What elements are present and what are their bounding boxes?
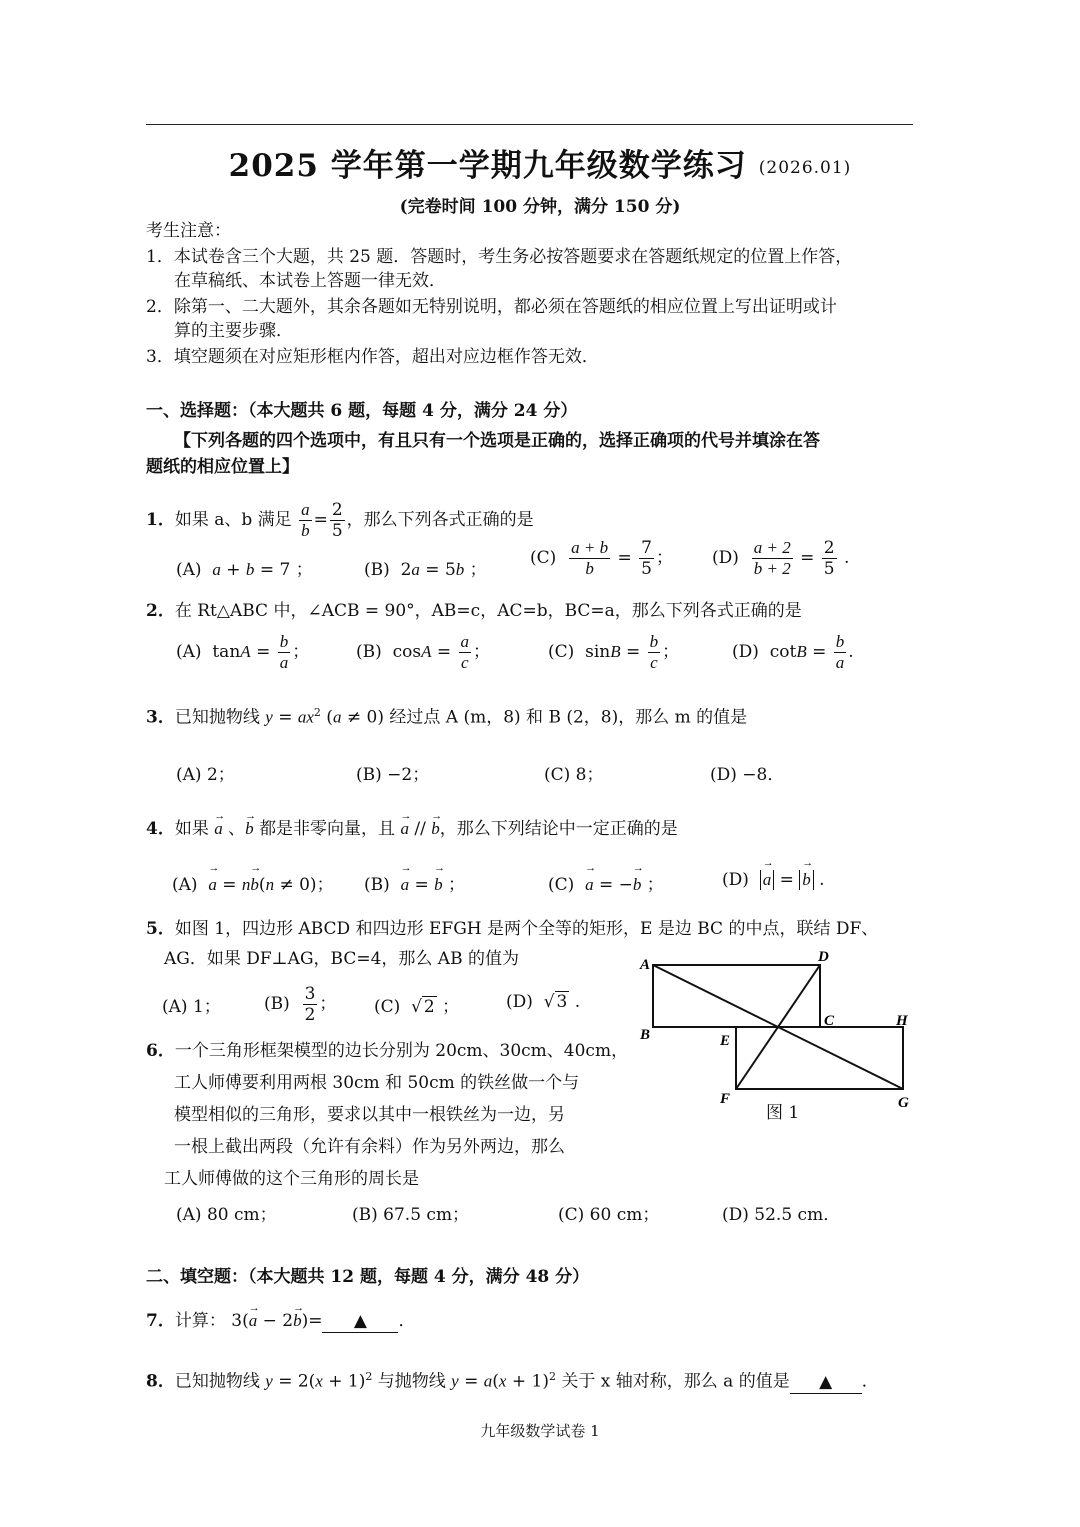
q6-stem-line: 模型相似的三角形，要求以其中一根铁丝为一边，另 xyxy=(174,1105,565,1125)
label-d: D xyxy=(818,949,829,965)
q6-stem-line: 工人师傅做的这个三角形的周长是 xyxy=(164,1169,419,1189)
notice-item: 3．填空题须在对应矩形框内作答，超出对应边框作答无效． xyxy=(146,347,599,367)
q3-option-d: (D) −8． xyxy=(710,765,785,785)
q4-option-a: (A) → a = n→ b(n ≠ 0)； xyxy=(172,870,334,895)
section1-title: 一、选择题：（本大题共 6 题，每题 4 分，满分 24 分） xyxy=(146,401,578,421)
label-e: E xyxy=(720,1033,731,1049)
page-footer: 九年级数学试卷 1 xyxy=(480,1422,600,1440)
q5-option-b: (B) $\frac{3}{2}$ ； xyxy=(264,984,337,1025)
q2-stem: 2．在 Rt△ABC 中，∠ACB = 90°，AB=c，AC=b，BC=a，那么下列各式正确的是 xyxy=(146,601,802,621)
q2-option-b: (B) cosA = $\frac{a}{c}$ ； xyxy=(356,632,491,672)
section1-instruction: 题纸的相应位置上】 xyxy=(146,457,299,477)
q8-answer-blank: ▲ xyxy=(790,1371,862,1394)
q7-answer-blank: ▲ xyxy=(322,1310,398,1333)
q5-option-a: (A) 1； xyxy=(162,997,221,1017)
q4-number: 4． xyxy=(146,819,175,839)
q2-option-c: (C) sinB = $\frac{b}{c}$ ； xyxy=(548,632,680,672)
label-g: G xyxy=(898,1095,909,1111)
q1-condition: $\frac{a}{b}$ xyxy=(301,500,310,540)
q6-option-a: (A) 80 cm； xyxy=(176,1205,277,1225)
top-rule xyxy=(146,124,913,125)
q1-stem: 1．如果 a、b 满足 $\frac{a}{b}$ = $\frac{2}{5}$ ，那么下列各式正确的是 xyxy=(146,500,534,541)
section2-title: 二、填空题：（本大题共 12 题，每题 4 分，满分 48 分） xyxy=(146,1267,590,1287)
label-f: F xyxy=(720,1091,731,1107)
label-h: H xyxy=(896,1013,908,1029)
q1-option-b: (B) 2a = 5b ； xyxy=(364,560,487,580)
q6-stem-line: 工人师傅要利用两根 30cm 和 50cm 的铁丝做一个与 xyxy=(174,1073,580,1093)
rectangle-abcd xyxy=(653,965,820,1027)
q3-option-c: (C) 8； xyxy=(544,765,604,785)
q3-stem: 3．已知抛物线 $y = ax^2$ (a ≠ 0) 经过点 A (m，8) 和 B (2，8)，那么 m 的值是 xyxy=(146,706,748,728)
q4-option-b: (B) → a = → b ； xyxy=(364,870,465,895)
q5-stem-line2: AG．如果 DF⊥AG，BC=4，那么 AB 的值为 xyxy=(164,949,519,969)
q6-stem-line: 一根上截出两段（允许有余料）作为另外两边，那么 xyxy=(174,1137,565,1157)
q5-option-c: (C) √ 2 ； xyxy=(374,997,460,1017)
q3-number: 3． xyxy=(146,707,175,728)
label-a: A xyxy=(640,957,651,973)
label-c: C xyxy=(824,1013,835,1029)
notice-item: 2．除第一、二大题外，其余各题如无特别说明，都必须在答题纸的相应位置上写出证明或计 xyxy=(146,297,837,317)
q6-stem: 6．一个三角形框架模型的边长分别为 20cm、30cm、40cm， xyxy=(146,1041,629,1061)
q1-option-d: (D) $\frac{a + 2}{b + 2}$ = $\frac{2}{5}$ . xyxy=(712,538,850,579)
q6-number: 6． xyxy=(146,1041,175,1061)
q4-option-d: (D) → a = → b . xyxy=(722,870,825,890)
q1-number: 1． xyxy=(146,510,175,530)
q5-number: 5． xyxy=(146,919,175,939)
q6-option-d: (D) 52.5 cm． xyxy=(722,1205,841,1225)
q8-number: 8． xyxy=(146,1371,175,1392)
q8-stem: 8．已知抛物线 $y = 2(x + 1)^2$ 与抛物线 $y = a(x + 1)^2$ 关于 x 轴对称，那么 a 的值是 ▲ ． xyxy=(146,1370,879,1392)
notice-item: 1．本试卷含三个大题，共 25 题．答题时，考生务必按答题要求在答题纸规定的位置上作答， xyxy=(146,247,853,267)
exam-title xyxy=(0,140,1080,185)
title-text: 2025 学年第一学期九年级数学练习 xyxy=(228,148,747,184)
q5-option-d: (D) √ 3 . xyxy=(506,992,581,1012)
q2-option-d: (D) cotB = $\frac{b}{a}$ . xyxy=(732,632,854,672)
label-b: B xyxy=(640,1027,651,1043)
figure-caption: 图 1 xyxy=(766,1103,800,1123)
exam-date: (2026.01) xyxy=(758,157,852,178)
q1-option-c: (C) $\frac{a + b}{b}$ = $\frac{7}{5}$ ； xyxy=(530,538,673,579)
q1-option-a: (A) a + b = 7 ； xyxy=(176,560,313,580)
q6-option-b: (B) 67.5 cm； xyxy=(352,1205,470,1225)
q4-stem: 4．如果 → a 、→ b 都是非零向量，且 → a // → b，那么下列结论中一定正确的是 xyxy=(146,818,678,840)
section1-instruction: 【下列各题的四个选项中，有且只有一个选项是正确的，选择正确项的代号并填涂在答 xyxy=(174,431,820,451)
q6-option-c: (C) 60 cm； xyxy=(558,1205,660,1225)
notice-item: 算的主要步骤． xyxy=(174,321,293,341)
q3-option-b: (B) −2； xyxy=(356,765,430,785)
notice-item: 在草稿纸、本试卷上答题一律无效． xyxy=(174,271,446,291)
q7-number: 7． xyxy=(146,1311,175,1331)
q2-number: 2． xyxy=(146,601,175,621)
q4-option-c: (C) → a = −→ b ； xyxy=(548,870,664,895)
q5-stem: 5．如图 1，四边形 ABCD 和四边形 EFGH 是两个全等的矩形，E 是边 BC 的中点，联结 DF、 xyxy=(146,919,879,939)
q2-option-a: (A) tanA = $\frac{b}{a}$ ； xyxy=(176,632,310,672)
rectangle-efgh xyxy=(736,1027,903,1089)
notice-heading: 考生注意： xyxy=(146,221,231,241)
q7-stem: 7．计算： 3(→ a − 2→ b)= ▲ ． xyxy=(146,1310,415,1333)
q3-option-a: (A) 2； xyxy=(176,765,235,785)
exam-subtitle: (完卷时间 100 分钟，满分 150 分) xyxy=(399,197,681,217)
